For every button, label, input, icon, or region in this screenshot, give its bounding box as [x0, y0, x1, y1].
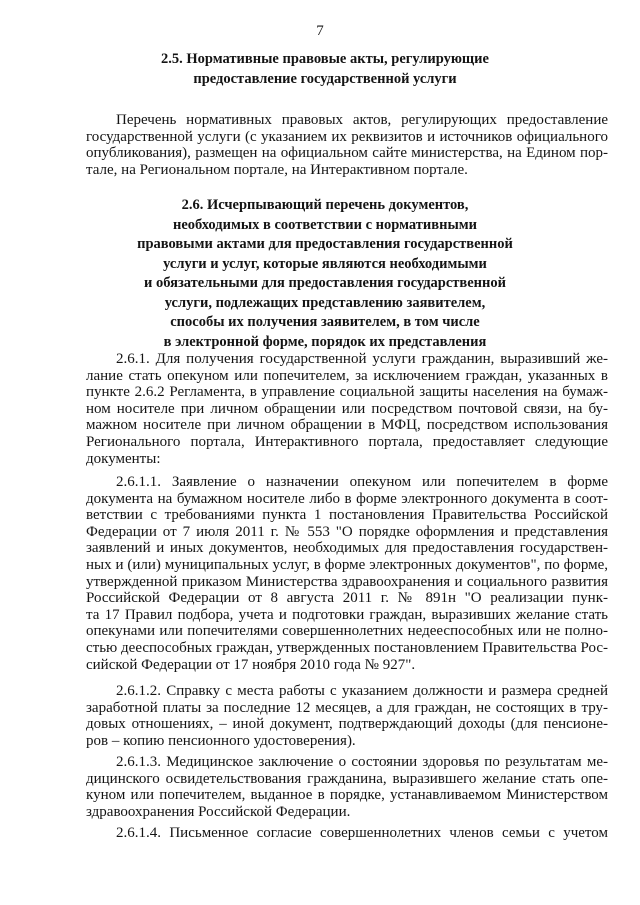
page-number: 7 — [316, 23, 324, 39]
text-line: Российской Федерации от 8 августа 2011 г. № 891н "О реализации пунк- — [86, 590, 608, 607]
text-line: опубликования), размещен на официальном сайте министерства, на Едином пор- — [86, 145, 608, 162]
heading-line: необходимых в соответствии с нормативными — [172, 216, 478, 233]
text-line: дицинского освидетельствования гражданина, выразившего желание стать опе- — [86, 770, 608, 787]
text-line: Федерации от 7 июля 2011 г. № 553 "О порядке оформления и представления — [86, 523, 608, 540]
text-line: 2.6.1. Для получения государственной услуги гражданин, выразивший же- — [116, 351, 608, 367]
paragraph-2-6-1 — [86, 351, 608, 467]
text-line: тале, на Региональном портале, на Интерактивном портале. — [86, 161, 468, 178]
text-line: 2.6.1.3. Медицинское заключение о состоянии здоровья по результатам ме- — [116, 754, 608, 770]
paragraph-2-6-1-2 — [86, 683, 608, 749]
text-line: утвержденной приказом Министерства здравоохранения и социального развития — [86, 573, 608, 590]
text-line: стью дееспособных граждан, утвержденных постановлением Правительства Рос- — [86, 639, 608, 656]
text-line: куном или попечителем, выданное в порядке, устанавливаемом Министерством — [86, 787, 608, 804]
text-line: Перечень нормативных правовых актов, регулирующих предоставление — [116, 112, 608, 128]
heading-line: правовыми актами для предоставления государственной — [137, 236, 513, 252]
section-2-5-heading — [60, 50, 590, 89]
text-line: довых отношениях, – иной документ, подтверждающий доходы (для пенсионе- — [86, 716, 608, 733]
heading-line: и обязательными для предоставления государственной — [144, 275, 506, 291]
section-2-5-paragraph — [86, 112, 608, 178]
paragraph-2-6-1-4 — [86, 825, 608, 842]
text-line: здравоохранения Российской Федерации. — [86, 803, 351, 820]
text-line: 2.6.1.1. Заявление о назначении опекуном или попечителем в форме — [116, 474, 608, 490]
text-line: мажном носителе при личном обращении в МФЦ, посредством использования — [86, 417, 608, 434]
text-line: та 17 Правил подбора, учета и подготовки граждан, выразивших желание стать — [86, 606, 608, 623]
heading-line: 2.6. Исчерпывающий перечень документов, — [181, 197, 469, 213]
paragraph-2-6-1-1 — [86, 474, 608, 673]
text-line: государственной услуги (с указанием их реквизитов и источников официального — [86, 128, 608, 145]
text-line: ных и (или) муниципальных услуг, в форме электронных документов", по форме, — [86, 556, 608, 573]
text-line: 2.6.1.4. Письменное согласие совершеннолетних членов семьи с учетом — [116, 825, 608, 841]
heading-line: в электронной форме, порядок их представления — [163, 333, 487, 350]
text-line: ном носителе при личном обращении или посредством почтовой связи, на бу- — [86, 400, 608, 417]
section-2-6-heading — [60, 196, 590, 352]
paragraph-2-6-1-3 — [86, 754, 608, 820]
text-line: заработной платы за последние 12 месяцев, а для граждан, не состоящих в тру- — [86, 699, 608, 716]
text-line: 2.6.1.2. Справку с места работы с указанием должности и размера средней — [116, 683, 608, 699]
heading-line: услуги, подлежащих представлению заявителем, — [164, 294, 486, 311]
text-line: пункте 2.6.2 Регламента, в управление социальной защиты населения на бумаж- — [86, 384, 608, 401]
text-line: заявлений и иных документов, необходимых для предоставления государствен- — [86, 540, 608, 557]
text-line: документы: — [86, 450, 161, 467]
text-line: ветствии с требованиями пункта 1 постановления Правительства Российской — [86, 507, 608, 524]
heading-line: 2.5. Нормативные правовые акты, регулирующие — [161, 51, 489, 67]
text-line: Регионального портала, Интерактивного портала, предоставляет следующие — [86, 433, 608, 450]
heading-line: способы их получения заявителем, в том числе — [170, 314, 480, 330]
text-line: опекунами или попечителями совершеннолетних недееспособных или не полно- — [86, 623, 608, 640]
heading-line: услуги и услуг, которые являются необходимыми — [163, 255, 487, 272]
text-line: ров – копию пенсионного удостоверения). — [86, 732, 356, 749]
text-line: документа на бумажном носителе либо в форме электронного документа в соот- — [86, 490, 608, 507]
text-line: сийской Федерации от 17 ноября 2010 года № 927". — [86, 656, 416, 673]
text-line: лание стать опекуном или попечителем, за исключением граждан, указанных в — [86, 367, 608, 384]
heading-line: предоставление государственной услуги — [193, 70, 457, 87]
